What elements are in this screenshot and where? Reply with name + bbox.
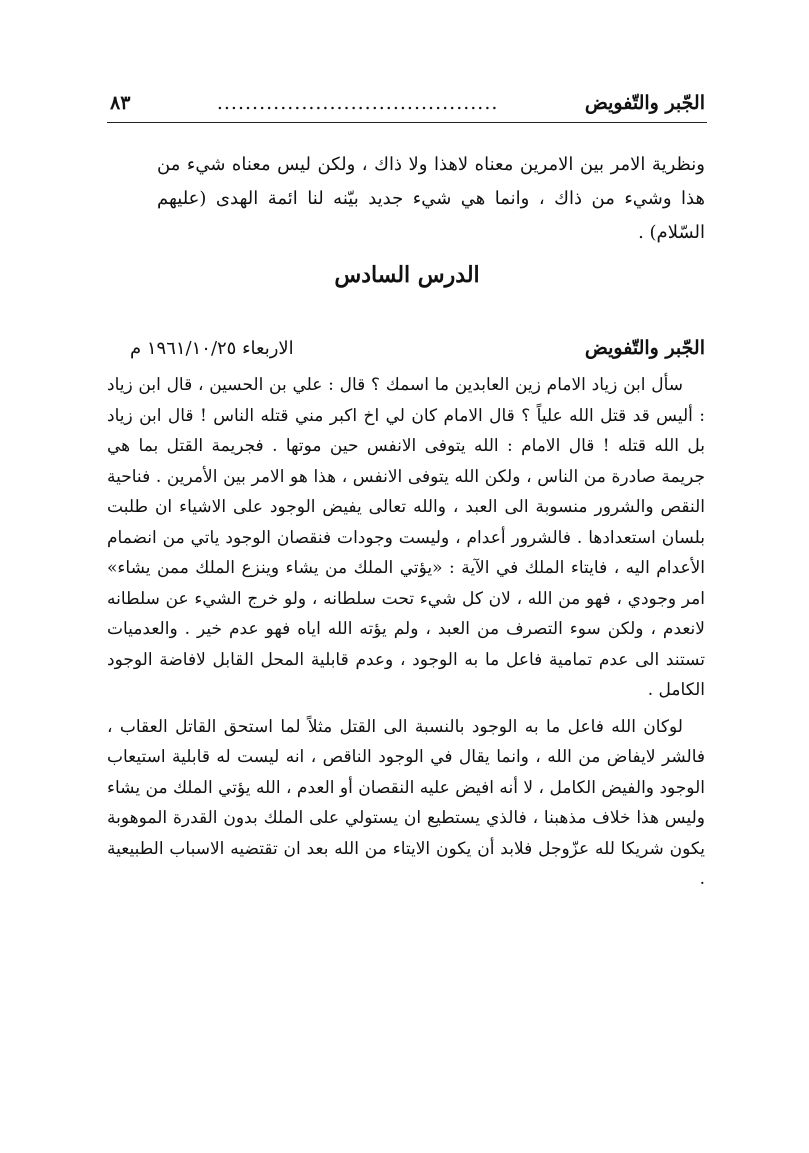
- intro-paragraph: ونظرية الامر بين الامرين معناه لاهذا ولا ذاك ، ولكن ليس معناه شيء من هذا وشيء من ذاك ، وانما هي شيء جديد بيّنه لنا ائمة الهدى (عليهم السّلام) .: [157, 154, 705, 243]
- body-paragraph-1: سأل ابن زياد الامام زين العابدين ما اسمك ؟ قال : علي بن الحسين ، قال ابن زياد : أليس قد قتل الله علياً ؟ قال الامام كان لي اخ اكبر مني قتله الناس ! قال ابن زياد بل الله قتله ! قال الامام : الله يتوفى الانفس حين موتها . فجريمة القتل بما هي جريمة صادرة من الناس ، ولكن الله يتوفى الانفس ، هذا هو الامر بين الأمرين . فناحية النقص والشرور منسوبة الى العبد ، والله تعالى يفيض الوجود على الاشياء ان طلبت بلسان استعدادها . فالشرور أعدام ، وليست وجودات فنقصان الوجود ياتي من انضمام الأعدام اليه ، فايتاء الملك في الآية : «يؤتي الملك من يشاء وينزع الملك ممن يشاء» امر وجودي ، فهو من الله ، لان كل شيء تحت سلطانه ، ولو خرج الشيء عن سلطانه لانعدم ، ولكن سوء التصرف من العبد ، ولم يؤته الله اياه فهو عدم خير . والعدميات تستند الى عدم تمامية فاعل ما به الوجود ، وعدم قابلية المحل القابل لافاضة الوجود الكامل .: [107, 375, 705, 700]
- section-title: الجّبر والتّفويض: [584, 337, 705, 359]
- page-number: ٨٣: [110, 92, 131, 114]
- body-paragraph-2: لوكان الله فاعل ما به الوجود بالنسبة الى القتل مثلاً لما استحق القاتل العقاب ، فالشر لايفاض من الله ، وانما يقال في الوجود الناقص ، انه ليست له قابلية استيعاب الوجود والفيض الكامل ، لا أنه افيض عليه النقصان أو العدم ، الله يؤتي الملك من يشاء وليس هذا خلاف مذهبنا ، فالذي يستطيع ان يستولي على الملك بدون القدرة الموهوبة يكون شريكا لله عزّوجل فلابد أن يكون الايتاء من الله بعد ان تقتضيه الاسباب الطبيعية .: [107, 716, 705, 889]
- header-divider: [107, 122, 707, 123]
- section-heading: [130, 337, 705, 359]
- running-header: [110, 86, 705, 120]
- body-text: [107, 370, 705, 901]
- lesson-title: الدرس السادس: [334, 262, 480, 288]
- running-header-title: الجّبر والتّفويض: [584, 92, 705, 114]
- section-date: الاربعاء ١٩٦١/١٠/٢٥ م: [130, 337, 294, 359]
- running-header-leader-dots: ........................................: [216, 92, 499, 114]
